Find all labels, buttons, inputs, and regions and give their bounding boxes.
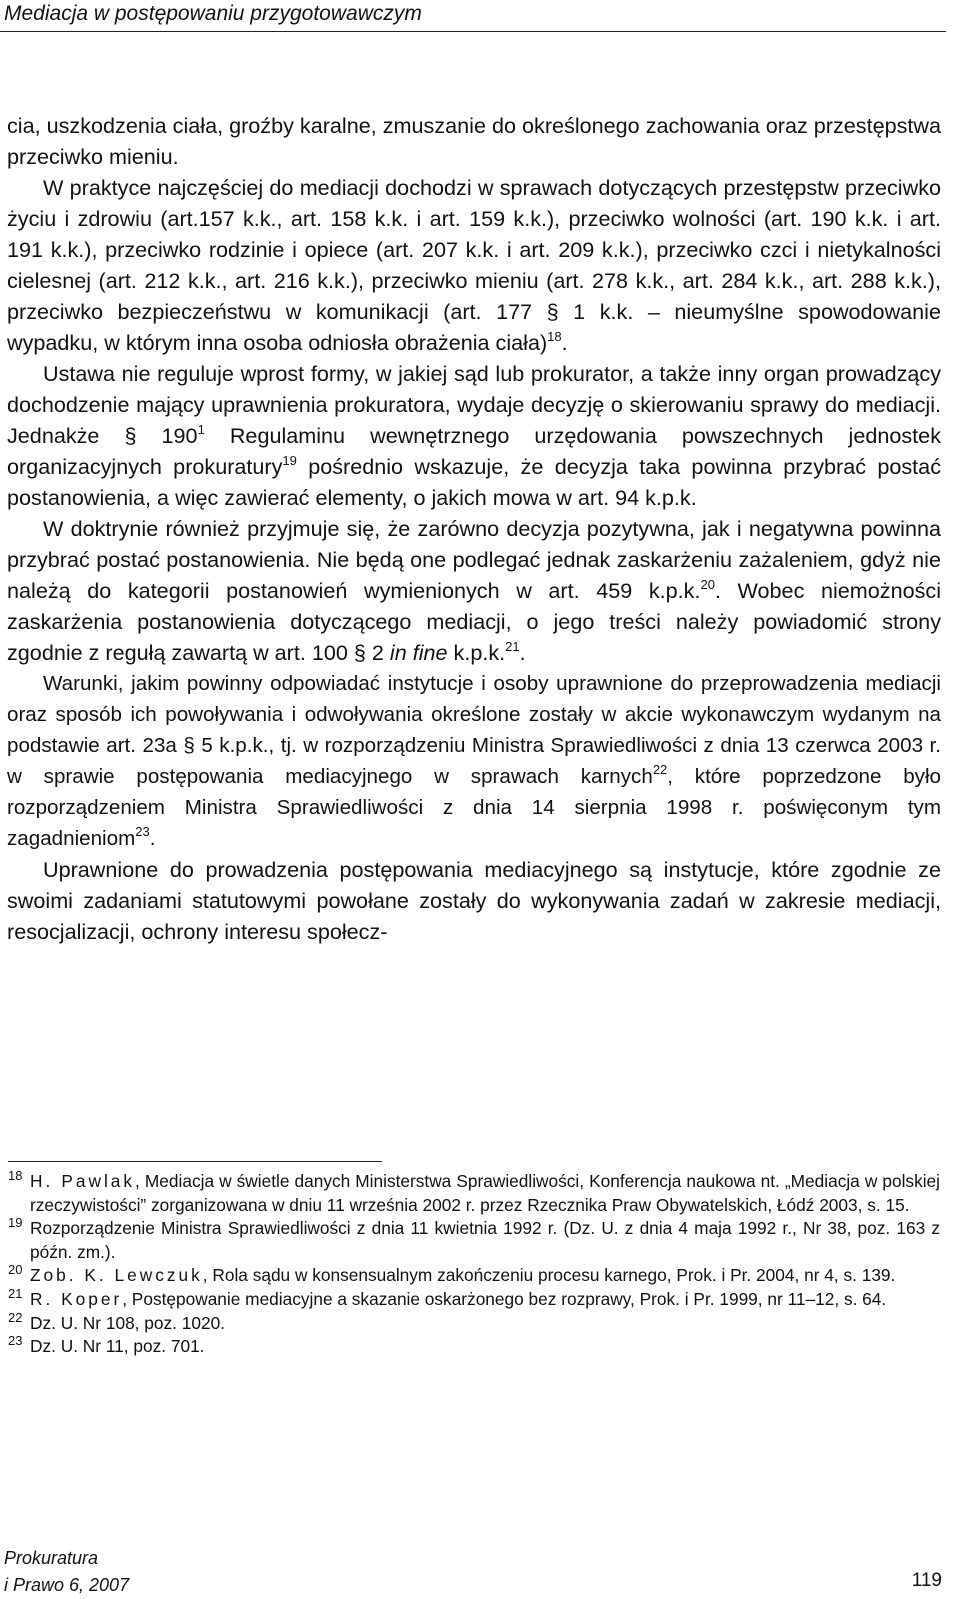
- footnote-ref-22[interactable]: 22: [652, 762, 668, 777]
- main-text: [7, 110, 941, 947]
- footnote-author: H. Pawlak: [30, 1171, 136, 1191]
- paragraph-3: [7, 358, 941, 513]
- footnotes: [8, 1170, 940, 1359]
- paragraph-4-text-b: . Wobec niemożności zaskarżenia postanowienia dotyczącego mediacji, o jego treści należy powiadomić strony zgodnie z regułą zawartą w art. 100 § 2: [7, 578, 941, 665]
- paragraph-5-text-b: , które poprzedzone było rozporządzeniem Ministra Sprawiedliwości z dnia 14 sierpnia 1998 r. poświęconym tym zagadnieniom: [7, 765, 941, 850]
- footnote-ref-23[interactable]: 23: [135, 824, 150, 839]
- footnote-text: Dz. U. Nr 11, poz. 701.: [30, 1336, 205, 1357]
- footnote-19: [8, 1217, 940, 1264]
- footnote-ref-18[interactable]: 18: [547, 329, 562, 344]
- footnote-22: [8, 1309, 940, 1336]
- footnote-text: , Rola sądu w konsensualnym zakończeniu procesu karnego, Prok. i Pr. 2004, nr 4, s. 139.: [202, 1265, 896, 1286]
- footnote-number: 18: [8, 1168, 23, 1183]
- footnote-divider: [8, 1161, 382, 1162]
- paragraph-2: [7, 172, 941, 358]
- paragraph-2-end: .: [561, 330, 568, 355]
- footnote-text: Rozporządzenie Ministra Sprawiedliwości z dnia 11 kwietnia 1992 r. (Dz. U. z dnia 4 maja 1992 r., Nr 38, poz. 163 z późn. zm.).: [30, 1218, 940, 1262]
- paragraph-5-end: .: [149, 827, 156, 850]
- footnote-18: [8, 1170, 940, 1217]
- paragraph-3-text-c: pośrednio wskazuje, że decyzja taka powinna przybrać postać postanowienia, a więc zawierać elementy, o jakich mowa w art. 94 k.p.k.: [7, 454, 941, 510]
- journal-issue: i Prawo 6, 2007: [4, 1575, 130, 1595]
- paragraph-1-text: cia, uszkodzenia ciała, groźby karalne, zmuszanie do określonego zachowania oraz przestępstwa przeciwko mieniu.: [7, 113, 941, 169]
- paragraph-4-text-c: k.p.k.: [447, 640, 506, 665]
- section-superscript: 1: [197, 422, 205, 437]
- footnote-23: [8, 1335, 940, 1359]
- paragraph-3-text-b: Regulaminu wewnętrznego urzędowania powszechnych jednostek organizacyjnych prokuratury: [7, 423, 941, 479]
- page-number: 119: [911, 1570, 942, 1591]
- footnote-21: [8, 1285, 940, 1312]
- header-divider: [0, 31, 946, 32]
- paragraph-1: [7, 110, 941, 172]
- footnote-number: 20: [8, 1262, 23, 1278]
- footnote-number: 23: [8, 1333, 23, 1349]
- journal-citation: [4, 1545, 129, 1599]
- footnote-number: 19: [8, 1215, 23, 1231]
- paragraph-4-text-a: W doktrynie również przyjmuje się, że zarówno decyzja pozytywna, jak i negatywna powinna przybrać postać postanowienia. Nie będą one podlegać jednak zaskarżeniu zażaleniem, gdyż nie należą do kategorii postanowień wymienionych w art. 459 k.p.k.: [7, 516, 941, 603]
- footnote-ref-21[interactable]: 21: [505, 639, 520, 654]
- footnote-text: , Postępowanie mediacyjne a skazanie oskarżonego bez rozprawy, Prok. i Pr. 1999, nr 11–12, s. 64.: [122, 1288, 887, 1309]
- footnote-number: 22: [8, 1309, 23, 1325]
- paragraph-6-text: Uprawnione do prowadzenia postępowania mediacyjnego są instytucje, które zgodnie ze swoimi zadaniami statutowymi powołane zostały do wykonywania zadań w zakresie mediacji, resocjalizacji, ochrony interesu społecz-: [7, 857, 941, 944]
- paragraph-4: [7, 513, 941, 668]
- footnote-text: Dz. U. Nr 108, poz. 1020.: [30, 1312, 225, 1333]
- paragraph-4-italic: in fine: [389, 640, 448, 665]
- footnote-ref-20[interactable]: 20: [700, 577, 715, 592]
- running-header-title: Mediacja w postępowaniu przygotowawczym: [4, 2, 422, 25]
- paragraph-3-text-a: Ustawa nie reguluje wprost formy, w jakiej sąd lub prokurator, a także inny organ prowadzący dochodzenie mający uprawnienia prokuratora, wydaje decyzję o skierowaniu sprawy do mediacji. Jednakże § 190: [7, 361, 941, 448]
- footnote-author: Zob. K. Lewczuk: [30, 1265, 203, 1286]
- paragraph-5: [7, 668, 941, 854]
- footnote-text: , Mediacja w świetle danych Ministerstwa Sprawiedliwości, Konferencja naukowa nt. „Mediacja w polskiej rzeczywistości” zorganizowana w dniu 11 września 2002 r. przez Rzecznika Praw Obywatelskich, Łódź 2003, s. 15.: [30, 1171, 940, 1215]
- paragraph-4-end: .: [519, 640, 526, 665]
- footnote-ref-19[interactable]: 19: [282, 453, 297, 468]
- footnote-20: [8, 1264, 940, 1288]
- paragraph-5-text-a: Warunki, jakim powinny odpowiadać instytucje i osoby uprawnione do przeprowadzenia mediacji oraz sposób ich powoływania i odwoływania określone zostały w akcie wykonawczym wydanym na podstawie art. 23a § 5 k.p.k., tj. w rozporządzeniu Ministra Sprawiedliwości z dnia 13 czerwca 2003 r. w sprawie postępowania mediacyjnego w sprawach karnych: [7, 672, 941, 788]
- footnote-author: R. Koper: [30, 1288, 123, 1309]
- paragraph-2-text: W praktyce najczęściej do mediacji dochodzi w sprawach dotyczących przestępstw przeciwko życiu i zdrowiu (art.157 k.k., art. 158 k.k. i art. 159 k.k.), przeciwko wolności (art. 190 k.k. i art. 191 k.k.), przeciwko rodzinie i opiece (art. 207 k.k. i art. 209 k.k.), przeciwko czci i nietykalności cielesnej (art. 212 k.k., art. 216 k.k.), przeciwko mieniu (art. 278 k.k., art. 284 k.k., art. 288 k.k.), przeciwko bezpieczeństwu w komunikacji (art. 177 § 1 k.k. – nieumyślne spowodowanie wypadku, w którym inna osoba odniosła obrażenia ciała): [7, 175, 941, 355]
- paragraph-6: [7, 854, 941, 947]
- running-header: [0, 0, 960, 36]
- journal-name: Prokuratura: [4, 1548, 99, 1568]
- footnote-number: 21: [8, 1285, 23, 1301]
